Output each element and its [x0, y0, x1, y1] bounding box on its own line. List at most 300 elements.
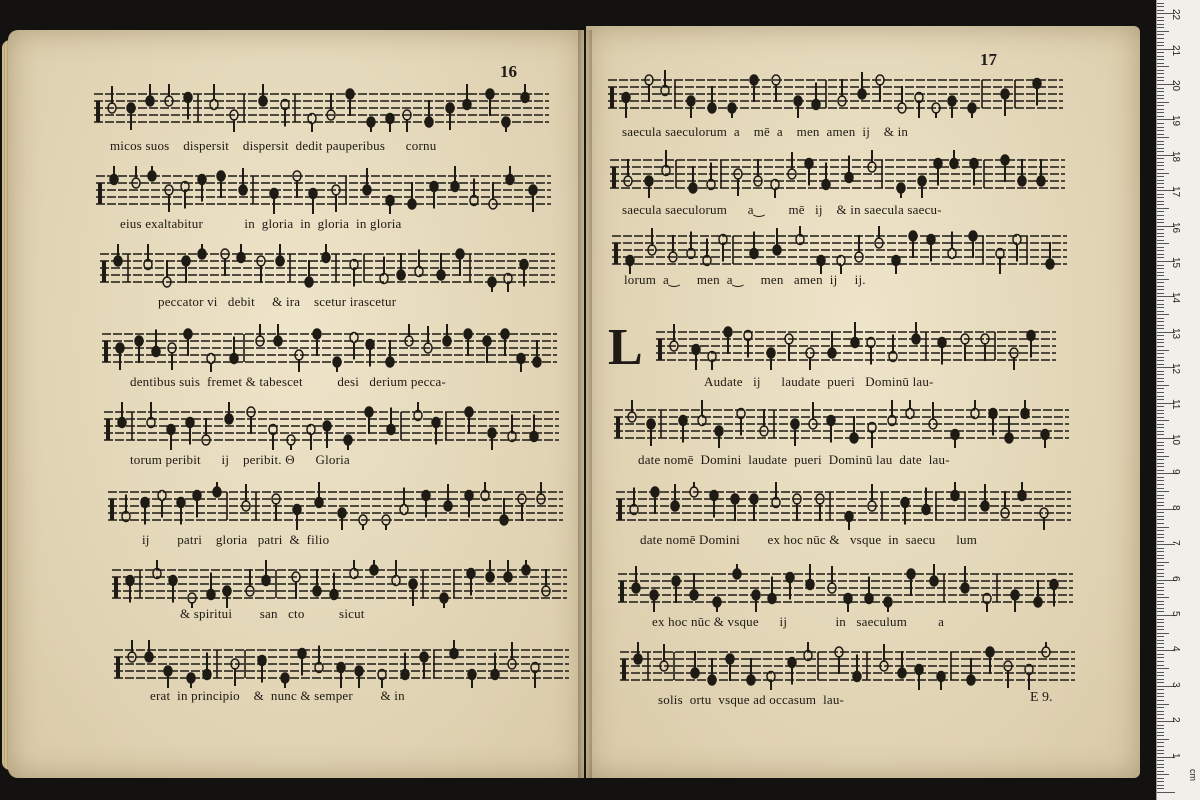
note-head: [1034, 597, 1042, 607]
ruler-tick: [1157, 250, 1164, 251]
ruler-tick: [1157, 488, 1164, 489]
ruler-tick: [1157, 229, 1164, 230]
ruler-tick: [1157, 718, 1164, 719]
note-head: [1018, 176, 1026, 186]
note-head: [853, 672, 861, 682]
lyric-line: & spiritui san cto sicut: [180, 606, 365, 621]
note-head: [968, 103, 976, 113]
staff-svg: [102, 324, 557, 372]
music-staff: [656, 322, 1056, 370]
note-head: [827, 416, 835, 426]
note-head: [822, 180, 830, 190]
lyric-line: ex hoc nūc & vsque ij in saeculum a: [652, 614, 945, 629]
note-head: [408, 199, 416, 209]
staff-svg: [618, 564, 1073, 612]
ruler-number: 3: [1170, 681, 1181, 688]
ruler-tick: [1157, 696, 1164, 697]
clef-icon: [622, 659, 626, 680]
note-head: [892, 256, 900, 266]
drop-cap: L: [608, 319, 643, 376]
ruler-tick: [1157, 314, 1169, 315]
ruler-tick: [1157, 388, 1164, 389]
music-staff: [102, 324, 557, 372]
note-head: [500, 515, 508, 525]
note-head: [430, 182, 438, 192]
note-head: [141, 498, 149, 508]
note-head: [951, 430, 959, 440]
note-head: [626, 256, 634, 266]
ruler-tick: [1157, 59, 1164, 60]
ruler-tick: [1157, 689, 1164, 690]
ruler-tick: [1157, 31, 1169, 32]
ruler-tick: [1157, 279, 1169, 280]
note-head: [313, 329, 321, 339]
note-head: [225, 414, 233, 424]
page-number-right: 17: [980, 50, 997, 69]
ruler-tick: [1157, 162, 1164, 163]
ruler-tick: [1157, 626, 1164, 627]
clef-icon: [98, 183, 102, 204]
ruler-tick: [1157, 240, 1164, 241]
ruler-number: 12: [1170, 363, 1181, 375]
ruler-tick: [1157, 399, 1164, 400]
note-head: [747, 675, 755, 685]
lyric-line: erat in principio & nunc & semper & in: [150, 688, 405, 703]
ruler-tick: [1157, 34, 1164, 35]
note-head: [794, 96, 802, 106]
note-head: [845, 512, 853, 522]
note-head: [127, 103, 135, 113]
clef-icon: [620, 581, 624, 602]
ruler-tick: [1157, 750, 1164, 751]
ruler-tick: [1157, 555, 1164, 556]
note-head: [634, 654, 642, 664]
note-head: [897, 183, 905, 193]
ruler-tick: [1157, 3, 1164, 4]
ruler-tick: [1157, 208, 1169, 209]
ruler-tick: [1157, 434, 1164, 435]
note-head: [118, 418, 126, 428]
note-head: [217, 171, 225, 181]
ruler-tick: [1157, 272, 1164, 273]
note-head: [937, 672, 945, 682]
ruler-tick: [1157, 318, 1164, 319]
staff-svg: [108, 482, 563, 530]
ruler-tick: [1157, 541, 1164, 542]
note-head: [148, 171, 156, 181]
ruler-tick: [1157, 665, 1164, 666]
ruler-tick: [1157, 88, 1164, 89]
ruler-tick: [1157, 466, 1164, 467]
note-head: [1005, 433, 1013, 443]
note-head: [309, 189, 317, 199]
note-head: [337, 663, 345, 673]
note-head: [184, 329, 192, 339]
music-staff: [108, 482, 563, 530]
ruler-tick: [1157, 169, 1164, 170]
note-head: [305, 277, 313, 287]
ruler-tick: [1157, 77, 1164, 78]
ruler-tick: [1157, 512, 1164, 513]
music-staff: [614, 400, 1069, 448]
note-head: [293, 505, 301, 515]
ruler-tick: [1157, 753, 1164, 754]
note-head: [692, 345, 700, 355]
note-head: [483, 336, 491, 346]
ruler-tick: [1157, 742, 1164, 743]
ruler-tick: [1157, 335, 1164, 336]
ruler-tick: [1157, 311, 1164, 312]
ruler-tick: [1157, 601, 1164, 602]
note-head: [276, 256, 284, 266]
note-head: [906, 409, 914, 419]
ruler-tick: [1157, 456, 1169, 457]
ruler-tick: [1157, 219, 1164, 220]
note-head: [844, 594, 852, 604]
ruler-tick: [1157, 505, 1164, 506]
lyric-line: saecula saeculorum a‿ mē ij & in saecula saecu-: [622, 202, 942, 217]
note-head: [948, 96, 956, 106]
ruler-tick: [1157, 735, 1164, 736]
note-head: [443, 336, 451, 346]
note-head: [420, 652, 428, 662]
ruler-tick: [1157, 56, 1164, 57]
ruler-tick: [1157, 24, 1164, 25]
clef-icon: [612, 167, 616, 188]
ruler-number: 11: [1170, 398, 1181, 409]
note-head: [909, 231, 917, 241]
ruler-tick: [1157, 668, 1169, 669]
note-head: [135, 336, 143, 346]
note-head: [961, 583, 969, 593]
lyric-line: saecula saeculorum a mē a men amen ij & in: [622, 124, 909, 139]
ruler-unit-label: cm: [1188, 769, 1198, 781]
note-head: [817, 256, 825, 266]
ruler-tick: [1157, 406, 1164, 407]
ruler-tick: [1157, 378, 1164, 379]
ruler-tick: [1157, 134, 1164, 135]
ruler-tick: [1157, 537, 1164, 538]
ruler-tick: [1157, 328, 1164, 329]
note-head: [330, 590, 338, 600]
ruler-tick: [1157, 204, 1164, 205]
note-head: [645, 176, 653, 186]
ruler-tick: [1157, 215, 1164, 216]
ruler-tick: [1157, 102, 1169, 103]
note-head: [950, 159, 958, 169]
page-number-left: 16: [500, 62, 517, 81]
ruler-tick: [1157, 20, 1164, 21]
music-staff: [104, 402, 559, 450]
ruler-tick: [1157, 66, 1169, 67]
ruler-tick: [1157, 325, 1164, 326]
note-head: [213, 487, 221, 497]
ruler-tick: [1157, 594, 1164, 595]
note-head: [437, 270, 445, 280]
ruler-tick: [1157, 385, 1169, 386]
ruler-tick: [1157, 661, 1164, 662]
note-head: [1046, 259, 1054, 269]
note-head: [164, 666, 172, 676]
ruler-tick: [1157, 760, 1164, 761]
ruler-tick: [1157, 176, 1164, 177]
note-head: [938, 338, 946, 348]
ruler-number: 2: [1170, 717, 1181, 723]
note-head: [370, 565, 378, 575]
note-head: [237, 253, 245, 263]
ruler-tick: [1157, 608, 1164, 609]
ruler-tick: [1157, 788, 1164, 789]
note-head: [440, 593, 448, 603]
ruler-tick: [1157, 427, 1164, 428]
note-head: [750, 249, 758, 259]
music-staff: [112, 560, 567, 608]
note-head: [812, 100, 820, 110]
note-head: [397, 270, 405, 280]
staff-svg: [100, 244, 555, 292]
ruler-number: 6: [1170, 575, 1181, 582]
ruler-tick: [1157, 534, 1164, 535]
note-head: [409, 579, 417, 589]
ruler-tick: [1157, 123, 1164, 124]
ruler-tick: [1157, 243, 1169, 244]
note-head: [146, 96, 154, 106]
note-head: [400, 505, 408, 515]
ruler-tick: [1157, 498, 1164, 499]
ruler-tick: [1157, 105, 1164, 106]
ruler-tick: [1157, 381, 1164, 382]
ruler-tick: [1157, 130, 1164, 131]
clef-icon: [116, 657, 120, 678]
ruler-tick: [1157, 98, 1164, 99]
lyric-line: solis ortu vsque ad occasum lau-: [658, 692, 845, 707]
ruler-tick: [1157, 95, 1164, 96]
staff-svg: [112, 560, 567, 608]
lyric-line: date nomē Domini laudate pueri Dominū lau date lau-: [638, 452, 950, 467]
note-head: [750, 75, 758, 85]
ruler-tick: [1157, 257, 1164, 258]
ruler-tick: [1157, 764, 1164, 765]
clef-icon: [658, 339, 662, 360]
note-head: [167, 425, 175, 435]
note-head: [517, 354, 525, 364]
clef-icon: [114, 577, 118, 598]
note-head: [1041, 430, 1049, 440]
ruler-tick: [1157, 633, 1169, 634]
ruler-number: 4: [1170, 646, 1181, 652]
note-head: [281, 673, 289, 683]
note-head: [313, 586, 321, 596]
ruler-number: 5: [1170, 611, 1181, 617]
note-head: [502, 117, 510, 127]
ruler-tick: [1157, 672, 1164, 673]
note-head: [463, 100, 471, 110]
music-staff: [608, 70, 1063, 118]
note-head: [521, 93, 529, 103]
ruler-tick: [1157, 449, 1164, 450]
ruler-tick: [1157, 587, 1164, 588]
ruler-tick: [1157, 194, 1164, 195]
ruler-tick: [1157, 413, 1164, 414]
ruler-tick: [1157, 491, 1169, 492]
note-head: [715, 426, 723, 436]
ruler-number: 18: [1170, 150, 1181, 162]
ruler-tick: [1157, 45, 1164, 46]
note-head: [728, 103, 736, 113]
lyric-line: lorum a‿ men a‿ men amen ij ij.: [624, 272, 866, 287]
signature-mark: E 9.: [1030, 690, 1053, 705]
note-head: [298, 649, 306, 659]
note-head: [338, 508, 346, 518]
ruler-number: 1: [1170, 752, 1181, 759]
ruler-tick: [1157, 233, 1164, 234]
note-head: [504, 572, 512, 582]
ruler-tick: [1157, 771, 1164, 772]
staff-svg: [104, 402, 559, 450]
note-head: [767, 348, 775, 358]
ruler-tick: [1157, 611, 1164, 612]
note-head: [126, 576, 134, 586]
ruler-tick: [1157, 236, 1164, 237]
ruler-tick: [1157, 268, 1164, 269]
note-head: [446, 103, 454, 113]
note-head: [177, 498, 185, 508]
note-head: [468, 670, 476, 680]
staff-svg: [610, 150, 1065, 198]
note-head: [907, 569, 915, 579]
music-staff: [620, 642, 1075, 690]
ruler-tick: [1157, 275, 1164, 276]
ruler-tick: [1157, 622, 1164, 623]
ruler-tick: [1157, 431, 1164, 432]
note-head: [1001, 89, 1009, 99]
ruler-tick: [1157, 558, 1164, 559]
note-head: [850, 433, 858, 443]
ruler-tick: [1157, 636, 1164, 637]
ruler-tick: [1157, 746, 1164, 747]
ruler-tick: [1157, 339, 1164, 340]
ruler-tick: [1157, 728, 1164, 729]
ruler-tick: [1157, 548, 1164, 549]
note-head: [465, 491, 473, 501]
ruler-tick: [1157, 459, 1164, 460]
ruler-tick: [1157, 342, 1164, 343]
ruler-tick: [1157, 700, 1164, 701]
note-head: [650, 590, 658, 600]
ruler-tick: [1157, 785, 1164, 786]
ruler-tick: [1157, 551, 1164, 552]
ruler-tick: [1157, 527, 1169, 528]
ruler-tick: [1157, 774, 1169, 775]
staff-svg: [616, 482, 1071, 530]
note-head: [981, 501, 989, 511]
ruler-tick: [1157, 714, 1164, 715]
note-head: [193, 491, 201, 501]
lyric-line: date nomē Domini ex hoc nūc & vsque in saecu lum: [640, 532, 978, 547]
ruler-tick: [1157, 576, 1164, 577]
note-head: [922, 505, 930, 515]
note-head: [901, 498, 909, 508]
ruler-tick: [1157, 353, 1164, 354]
note-head: [671, 501, 679, 511]
note-head: [969, 231, 977, 241]
ruler-tick: [1157, 286, 1164, 287]
ruler-tick: [1157, 141, 1164, 142]
note-head: [1050, 580, 1058, 590]
ruler-tick: [1157, 63, 1164, 64]
ruler-tick: [1157, 711, 1164, 712]
ruler-tick: [1157, 396, 1164, 397]
note-head: [1021, 409, 1029, 419]
ruler-tick: [1157, 647, 1164, 648]
ruler-tick: [1157, 304, 1164, 305]
clef-icon: [104, 341, 108, 362]
note-head: [986, 647, 994, 657]
note-head: [456, 249, 464, 259]
note-head: [622, 93, 630, 103]
note-head: [198, 175, 206, 185]
note-head: [322, 253, 330, 263]
note-head: [323, 421, 331, 431]
ruler-tick: [1157, 350, 1169, 351]
note-head: [186, 418, 194, 428]
clef-icon: [618, 499, 622, 520]
note-head: [145, 652, 153, 662]
ruler-tick: [1157, 52, 1164, 53]
ruler-tick: [1157, 201, 1164, 202]
staff-svg: [614, 400, 1069, 448]
music-staff: [114, 640, 569, 688]
music-staff: [612, 226, 1067, 274]
ruler-tick: [1157, 629, 1164, 630]
note-head: [733, 569, 741, 579]
staff-svg: [94, 84, 549, 132]
music-staff: [610, 150, 1065, 198]
staff-svg: [620, 642, 1075, 690]
ruler-number: 22: [1170, 9, 1181, 21]
ruler-tick: [1157, 704, 1169, 705]
ruler-number: 8: [1170, 504, 1181, 511]
note-head: [488, 428, 496, 438]
note-head: [1033, 79, 1041, 89]
note-head: [726, 654, 734, 664]
note-head: [1027, 331, 1035, 341]
ruler-tick: [1157, 144, 1164, 145]
ruler-tick: [1157, 180, 1164, 181]
note-head: [274, 336, 282, 346]
ruler-tick: [1157, 165, 1164, 166]
note-head: [239, 185, 247, 195]
clef-icon: [614, 243, 618, 264]
note-head: [451, 182, 459, 192]
ruler-tick: [1157, 495, 1164, 496]
ruler-tick: [1157, 364, 1164, 365]
note-head: [951, 491, 959, 501]
note-head: [203, 670, 211, 680]
note-head: [805, 159, 813, 169]
lyric-line: Audate ij laudate pueri Dominū lau-: [704, 374, 934, 389]
note-head: [689, 183, 697, 193]
ruler-tick: [1157, 80, 1164, 81]
note-head: [750, 494, 758, 504]
ruler-tick: [1157, 573, 1164, 574]
note-head: [333, 357, 341, 367]
ruler-tick: [1157, 654, 1164, 655]
note-head: [651, 487, 659, 497]
ruler-tick: [1157, 604, 1164, 605]
ruler-tick: [1157, 679, 1164, 680]
note-head: [258, 656, 266, 666]
